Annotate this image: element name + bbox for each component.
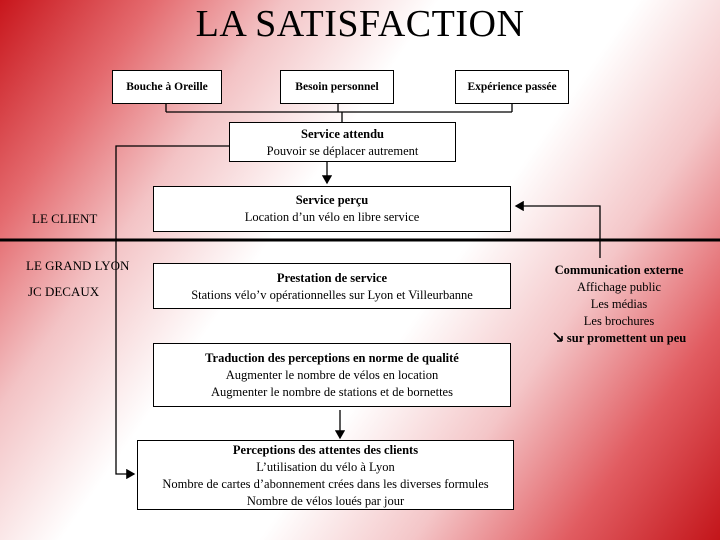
service-percu-line1: Location d’un vélo en libre service — [244, 210, 420, 224]
service-percu-title: Service perçu — [295, 193, 369, 207]
service-attendu-title: Service attendu — [301, 127, 384, 141]
service-attendu-line1: Pouvoir se déplacer autrement — [266, 144, 419, 158]
prestation-line1: Stations vélo’v opérationnelles sur Lyon et Villeurbanne — [191, 288, 473, 302]
box-bouche-a-oreille — [112, 70, 222, 104]
box-prestation — [153, 263, 511, 309]
communication-line4-row — [536, 330, 702, 348]
box-service-attendu — [229, 122, 456, 162]
bouche-label: Bouche à Oreille — [126, 80, 208, 93]
prestation-title: Prestation de service — [276, 271, 388, 285]
box-traduction — [153, 343, 511, 407]
communication-line3: Les brochures — [583, 314, 655, 328]
traduction-line1: Augmenter le nombre de vélos en location — [225, 368, 439, 382]
communication-line4: sur promettent un peu — [566, 331, 687, 345]
label-le-client: LE CLIENT — [32, 211, 98, 226]
perceptions-title: Perceptions des attentes des clients — [232, 443, 419, 457]
box-besoin-personnel — [280, 70, 394, 104]
box-service-percu — [153, 186, 511, 232]
communication-line2: Les médias — [590, 297, 648, 311]
experience-label: Expérience passée — [467, 80, 557, 93]
label-jc-decaux: JC DECAUX — [28, 284, 100, 299]
traduction-line2: Augmenter le nombre de stations et de bornettes — [211, 385, 453, 399]
hand-drawn-arrow-icon — [552, 331, 564, 348]
traduction-title: Traduction des perceptions en norme de qualité — [205, 351, 459, 365]
arrow-communication-percu — [516, 206, 600, 258]
communication-title: Communication externe — [554, 263, 684, 277]
box-experience-passee — [455, 70, 569, 104]
communication-block — [536, 262, 702, 348]
box-perceptions — [137, 440, 514, 510]
page-title: LA SATISFACTION — [195, 3, 525, 45]
perceptions-line1: L’utilisation du vélo à Lyon — [256, 460, 395, 474]
perceptions-line3: Nombre de vélos loués par jour — [246, 494, 405, 508]
label-le-grand-lyon: LE GRAND LYON — [26, 258, 130, 273]
besoin-label: Besoin personnel — [295, 80, 379, 93]
perceptions-line2: Nombre de cartes d’abonnement crées dans les diverses formules — [162, 477, 489, 491]
communication-line1: Affichage public — [576, 280, 662, 294]
